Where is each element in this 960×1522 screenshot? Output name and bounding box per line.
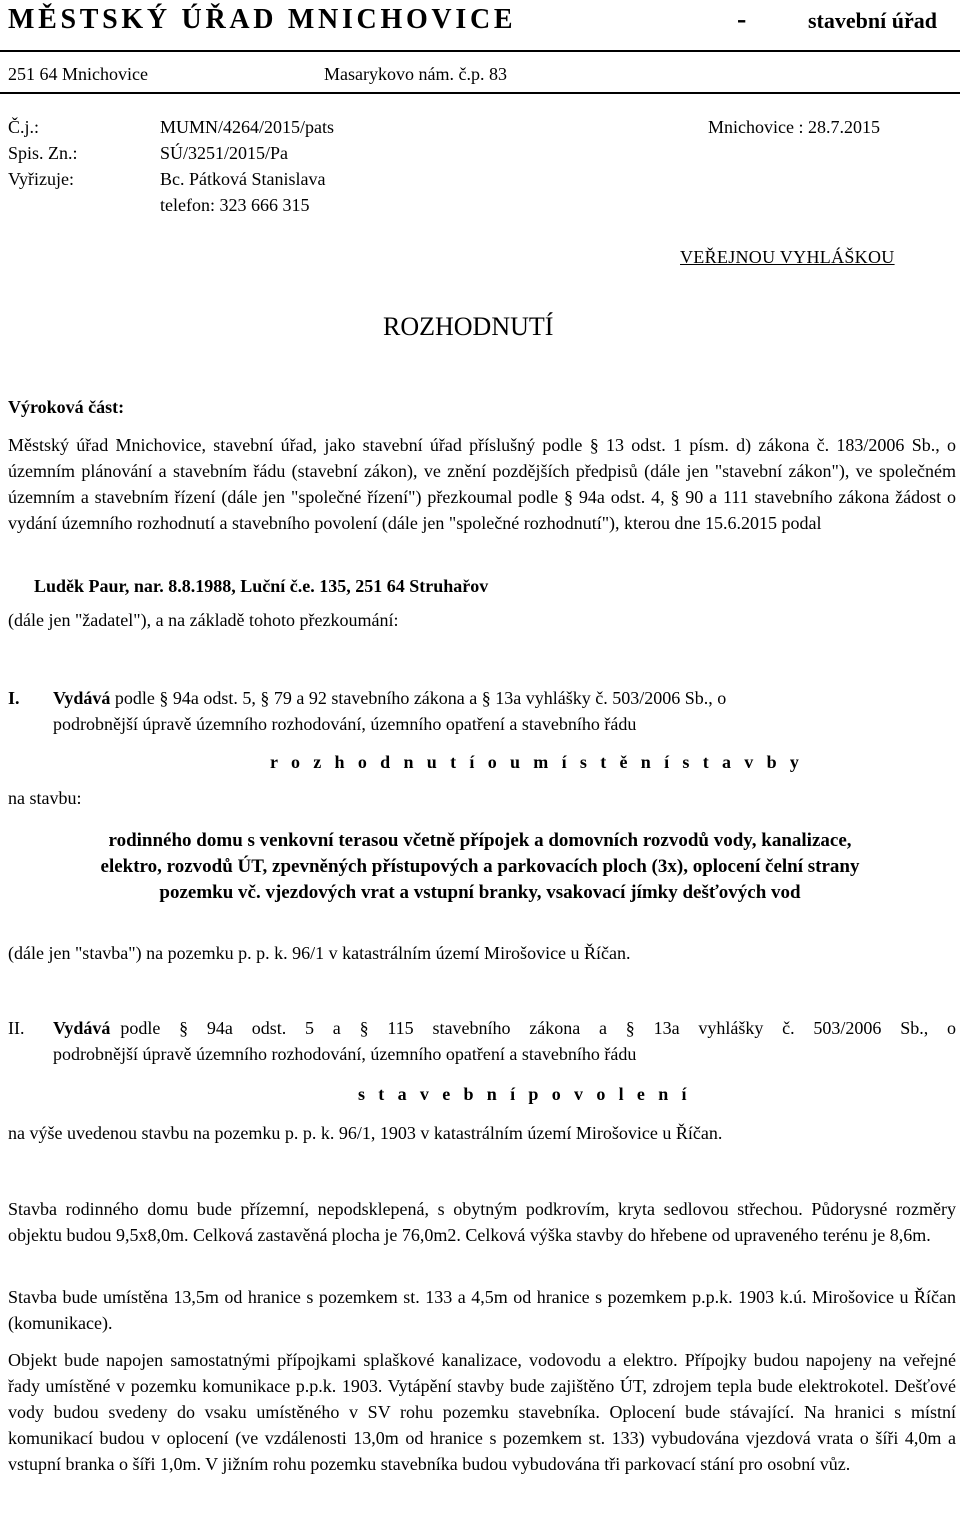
applicant: Luděk Paur, nar. 8.8.1988, Luční č.e. 135, 251 64 Struhařov [34,576,489,596]
building-line-1: rodinného domu s venkovní terasou včetně přípojek a domovních rozvodů vody, kanalizace, [108,830,852,851]
cj-label: Č.j.: [8,117,40,137]
vyrizuje-value: Bc. Pátková Stanislava [160,169,326,189]
header-rule-top [0,50,960,52]
part2-text: podle § 94a odst. 5 a § 115 stavebního zákona a § 13a vyhlášky č. 503/2006 Sb., o [120,1018,956,1038]
na-stavbu-label: na stavbu: [8,788,82,808]
cj-value: MUMN/4264/2015/pats [160,117,335,137]
office-address: Masarykovo nám. č.p. 83 [324,64,507,84]
part1-line [53,688,726,709]
part2-number: II. [8,1018,25,1038]
vyrizuje-label: Vyřizuje: [8,169,74,189]
description-p1: Stavba rodinného domu bude přízemní, nepodsklepená, s obytným podkrovím, kryta sedlovou střechou. Půdorysné rozměry objektu budou 9,5x8,0m. Celková zastavěná plocha je 76,0m2. Celková výška stavby do hřebene od upraveného terénu je 8,6m. [8,1199,956,1245]
section-heading: Výroková část: [8,397,125,417]
part1-verb: Vydává [53,688,111,708]
place-date: Mnichovice : 28.7.2015 [708,117,880,137]
phone: telefon: 323 666 315 [160,195,310,215]
applicant-note: (dále jen "žadatel"), a na základě tohoto přezkoumání: [8,610,399,630]
header-rule-bottom [0,92,960,94]
part1-decision: r o z h o d n u t í o u m í s t ě n í s t a v b y [270,752,804,772]
department-name: stavební úřad [808,8,937,33]
building-line-2: elektro, rozvodů ÚT, zpevněných přístupových a parkovacích ploch (3x), oplocení čelní strany [100,856,860,877]
document-title: ROZHODNUTÍ [383,312,554,341]
intro-text-a: Městský úřad Mnichovice, stavební úřad, jako stavební úřad příslušný podle § 13 odst. 1 písm. d) zákona č. 183/2006 Sb. [8,435,936,455]
part1-text: podle § 94a odst. 5, § 79 a 92 stavebního zákona a § 13a vyhlášky č. 503/2006 Sb., o [110,688,727,708]
part1-number: I. [8,688,20,708]
public-notice: VEŘEJNOU VYHLÁŠKOU [680,247,895,267]
spis-value: SÚ/3251/2015/Pa [160,143,289,163]
description-p3: Objekt bude napojen samostatnými přípojkami splaškové kanalizace, vodovodu a elektro. Přípojky budou napojeny na veřejné řady umístěné v pozemku komunikace p.p.k. 1903. Vytápění stavby bude zajištěno ÚT, zdrojem tepla bude elektrokotel. Dešťové vody budou svedeny do vsaku umístěného v SV rohu pozemku stavebníka. Oplocení bude stávající. Na hranici s místní komunikací budou v oplocení (ve vzdálenosti 13,0m od hranice s pozemkem st. 133) vybudována vjezdová vrata o šíři 4,0m a vstupní branka o šíři 1,0m. V jižním rohu pozemku stavebníka budou vybudována tři parkovací stání pro osobní vůz. [8,1350,956,1474]
spis-label: Spis. Zn.: [8,143,78,163]
intro-text-b: , o územním plánování a stavebním řádu (stavební zákon), ve znění pozdějších předpisů (dále jen "stavební zákon"), ve společném územním a stavebním řízení (dále jen "společné řízení") přezkoumal podle § 94a odst. 4, § 90 a 111 stavebního zákona žádost o vydání územního rozhodnutí a stavebního povolení (dále jen "společné rozhodnutí"), kterou dne 15.6.2015 podal [8,435,956,533]
postcode-city: 251 64 Mnichovice [8,64,148,84]
description-p2: Stavba bude umístěna 13,5m od hranice s pozemkem st. 133 a 4,5m od hranice s pozemkem p.p.k. 1903 k.ú. Mirošovice u Říčan (komunikace). [8,1287,956,1333]
building-line-3: pozemku vč. vjezdových vrat a vstupní branky, vsakovací jímky dešťových vod [159,882,801,903]
part2-line [53,1018,956,1039]
part2-parcel: na výše uvedenou stavbu na pozemku p. p. k. 96/1, 1903 v katastrálním území Mirošovice u Říčan. [8,1123,723,1143]
part2-decision: s t a v e b n í p o v o l e n í [358,1084,691,1104]
intro-paragraph [8,432,956,536]
office-name: MĚSTSKÝ ÚŘAD MNICHOVICE [8,4,517,35]
part2-text2: podrobnější úpravě územního rozhodování, územního opatření a stavebního řádu [53,1044,637,1064]
part1-parcel: (dále jen "stavba") na pozemku p. p. k. 96/1 v katastrálním území Mirošovice u Říčan. [8,943,631,963]
part1-text2: podrobnější úpravě územního rozhodování, územního opatření a stavebního řádu [53,714,637,734]
header-dash: - [737,4,747,35]
part2-verb: Vydává [53,1018,111,1038]
